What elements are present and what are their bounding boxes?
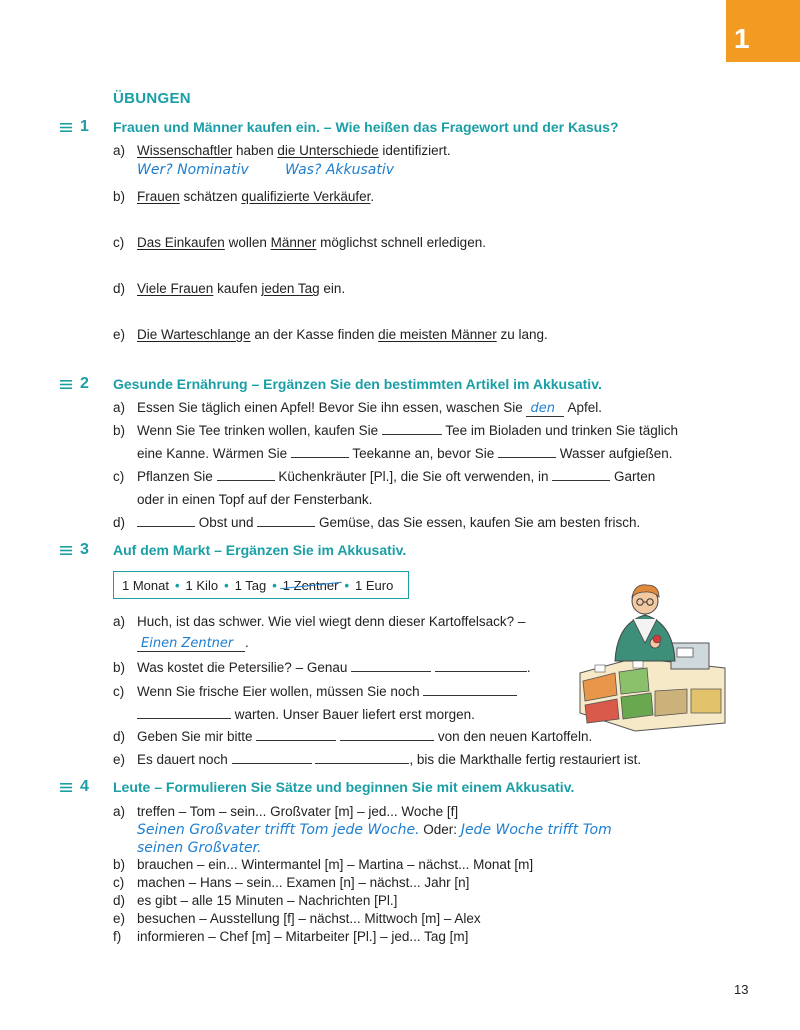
answer-blank[interactable] (435, 660, 527, 672)
item-label: d) (113, 515, 126, 530)
item-label: c) (113, 684, 125, 699)
handwritten-answer: Jede Woche trifft Tom (460, 822, 612, 838)
ex1-item-a (113, 142, 451, 160)
chapter-number: 1 (734, 23, 750, 54)
text: Essen Sie täglich einen Apfel! Bevor Sie ihn essen, waschen Sie (137, 400, 527, 415)
text: eine Kanne. Wärmen Sie (137, 446, 291, 461)
text: Apfel. (564, 400, 603, 415)
text: von den neuen Kartoffeln. (434, 729, 593, 744)
underlined-phrase: Frauen (137, 189, 180, 204)
exercise-1-number: 1 (80, 118, 89, 135)
exercise-3-number: 3 (80, 541, 89, 558)
ex2-item-c (113, 468, 655, 486)
item-label: d) (113, 281, 126, 296)
exercise-3-marker (60, 541, 89, 559)
text: Wenn Sie frische Eier wollen, müssen Sie noch (137, 684, 424, 699)
text: Huch, ist das schwer. Wie viel wiegt denn dieser Kartoffelsack? – (137, 614, 526, 629)
handwritten-answer: Seinen Großvater trifft Tom jede Woche. (137, 822, 420, 838)
exercise-4-title: Leute – Formulieren Sie Sätze und beginnen Sie mit einem Akkusativ. (113, 779, 575, 795)
ex1-item-e (113, 326, 548, 344)
item-label: b) (113, 660, 126, 675)
text: Oder: (423, 822, 458, 837)
market-vendor-illustration (575, 573, 735, 733)
underlined-phrase: die Unterschiede (277, 143, 379, 158)
ex2-item-a (113, 399, 602, 417)
text: Gemüse, das Sie essen, kaufen Sie am besten frisch. (315, 515, 641, 530)
ex3-item-a (113, 613, 525, 631)
item-label: a) (113, 614, 126, 629)
word-item: 1 Kilo (185, 577, 219, 593)
answer-blank-filled: Einen Zentner (137, 637, 245, 652)
item-label: b) (113, 423, 126, 438)
answer-blank[interactable] (137, 707, 231, 719)
bullet-separator: • (174, 577, 180, 593)
text: Obst und (195, 515, 258, 530)
page-number: 13 (734, 982, 749, 997)
ex1-item-d (113, 280, 345, 298)
item-label: e) (113, 752, 126, 767)
text: es gibt – alle 15 Minuten – Nachrichten [Pl.] (137, 893, 398, 908)
text: , bis die Markthalle fertig restauriert ist. (409, 752, 642, 767)
ex2-item-d (113, 514, 640, 532)
answer-blank[interactable] (217, 469, 275, 481)
ex1-answer-1: Wer? Nominativ (137, 162, 249, 178)
ex4-item-a-answer-continued (137, 839, 261, 857)
ex3-item-e (113, 751, 641, 769)
word-box (113, 571, 409, 599)
ex3-item-c (113, 683, 517, 701)
text: warten. Unser Bauer liefert erst morgen. (231, 707, 475, 722)
underlined-phrase: Wissenschaftler (137, 143, 233, 158)
item-label: a) (113, 143, 126, 158)
text: haben (232, 143, 278, 158)
text: treffen – Tom – sein... Großvater [m] – jed... Woche [f] (137, 804, 459, 819)
item-label: d) (113, 893, 126, 908)
underlined-phrase: Viele Frauen (137, 281, 214, 296)
text: informieren – Chef [m] – Mitarbeiter [Pl.] – jed... Tag [m] (137, 929, 469, 944)
text: Tee im Bioladen und trinken Sie täglich (441, 423, 679, 438)
chapter-tab (726, 0, 800, 62)
underlined-phrase: qualifizierte Verkäufer (241, 189, 371, 204)
ex1-item-b (113, 188, 374, 206)
answer-blank[interactable] (232, 752, 312, 764)
item-label: c) (113, 235, 125, 250)
text: Pflanzen Sie (137, 469, 217, 484)
underlined-phrase: Das Einkaufen (137, 235, 225, 250)
text: brauchen – ein... Wintermantel [m] – Martina – nächst... Monat [m] (137, 857, 534, 872)
word-item-crossed-out: 1 Zentner (282, 577, 339, 593)
text: zu lang. (496, 327, 548, 342)
underlined-phrase: jeden Tag (261, 281, 320, 296)
ex3-item-c-continued (137, 706, 475, 724)
text: Es dauert noch (137, 752, 232, 767)
exercise-3-title: Auf dem Markt – Ergänzen Sie im Akkusativ. (113, 542, 407, 558)
text: Wenn Sie Tee trinken wollen, kaufen Sie (137, 423, 382, 438)
item-label: b) (113, 857, 126, 872)
underlined-phrase: die meisten Männer (378, 327, 497, 342)
item-label: a) (113, 804, 126, 819)
word-item: 1 Euro (355, 577, 394, 593)
exercise-2-number: 2 (80, 375, 89, 392)
answer-blank[interactable] (498, 446, 556, 458)
text: Garten (610, 469, 656, 484)
list-icon (60, 122, 72, 133)
handwritten-answer: seinen Großvater. (137, 840, 262, 856)
exercise-2-marker (60, 375, 89, 393)
item-label: e) (113, 911, 126, 926)
ex2-item-b (113, 422, 678, 440)
text: Was kostet die Petersilie? – Genau (137, 660, 352, 675)
list-icon (60, 782, 72, 793)
ex3-item-a-answer (137, 634, 249, 652)
text: machen – Hans – sein... Examen [n] – nächst... Jahr [n] (137, 875, 470, 890)
text: identifiziert. (378, 143, 451, 158)
answer-blank[interactable] (351, 660, 431, 672)
bullet-separator: • (344, 577, 349, 593)
item-label: a) (113, 400, 126, 415)
answer-blank[interactable] (552, 469, 610, 481)
section-heading: ÜBUNGEN (113, 90, 191, 107)
list-icon (60, 379, 72, 390)
ex1-answer-2: Was? Akkusativ (285, 162, 395, 178)
exercise-4-marker (60, 778, 89, 796)
exercise-1-marker (60, 118, 89, 136)
item-label: f) (113, 929, 122, 944)
text: kaufen (213, 281, 262, 296)
ex4-item-b (113, 856, 533, 874)
text: Küchenkräuter [Pl.], die Sie oft verwenden, in (274, 469, 553, 484)
ex3-item-d (113, 728, 592, 746)
exercise-1-title: Frauen und Männer kaufen ein. – Wie heißen das Fragewort und der Kasus? (113, 119, 619, 135)
item-label: d) (113, 729, 126, 744)
ex4-item-f (113, 928, 468, 946)
text: besuchen – Ausstellung [f] – nächst... Mittwoch [m] – Alex (137, 911, 481, 926)
text: an der Kasse finden (250, 327, 379, 342)
answer-blank[interactable] (315, 752, 409, 764)
text: . (526, 660, 531, 675)
item-label: b) (113, 189, 126, 204)
answer-blank[interactable] (291, 446, 349, 458)
text: . (370, 189, 375, 204)
underlined-phrase: Männer (270, 235, 317, 250)
item-label: c) (113, 875, 125, 890)
text: möglichst schnell erledigen. (316, 235, 486, 250)
answer-blank[interactable] (340, 729, 434, 741)
item-label: c) (113, 469, 125, 484)
list-icon (60, 545, 72, 556)
answer-blank[interactable] (257, 515, 315, 527)
ex4-item-c (113, 874, 469, 892)
ex4-item-d (113, 892, 397, 910)
text: wollen (224, 235, 271, 250)
answer-blank-filled: den (526, 402, 564, 417)
answer-blank[interactable] (382, 423, 442, 435)
text: Geben Sie mir bitte (137, 729, 257, 744)
exercise-2-title: Gesunde Ernährung – Ergänzen Sie den bestimmten Artikel im Akkusativ. (113, 376, 602, 392)
text: ein. (319, 281, 346, 296)
ex2-item-b-continued (137, 445, 673, 463)
bullet-separator: • (272, 577, 277, 593)
answer-blank[interactable] (256, 729, 336, 741)
text: schätzen (179, 189, 242, 204)
ex4-item-e (113, 910, 481, 928)
answer-blank[interactable] (423, 684, 517, 696)
ex2-item-c-continued: oder in einen Topf auf der Fensterbank. (137, 492, 373, 507)
word-item: 1 Monat (122, 577, 169, 593)
ex4-item-a-answer (137, 821, 612, 839)
text: Wasser aufgießen. (555, 446, 673, 461)
ex4-item-a (113, 803, 458, 821)
text: . (245, 635, 249, 650)
underlined-phrase: Die Warteschlange (137, 327, 251, 342)
text: Teekanne an, bevor Sie (348, 446, 498, 461)
item-label: e) (113, 327, 126, 342)
word-item: 1 Tag (234, 577, 267, 593)
ex3-item-b (113, 659, 531, 677)
answer-blank[interactable] (137, 515, 195, 527)
ex1-item-c (113, 234, 486, 252)
exercise-4-number: 4 (80, 778, 89, 795)
bullet-separator: • (224, 577, 229, 593)
